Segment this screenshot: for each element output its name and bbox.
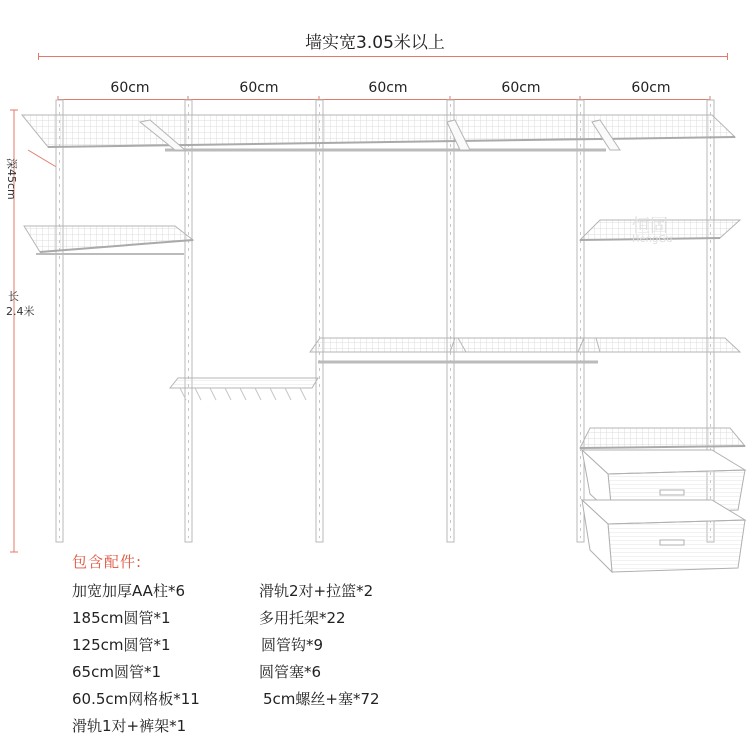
- section-width-label: 60cm: [239, 80, 279, 96]
- accessory-item: 滑轨2对+拉篮*2: [259, 582, 374, 600]
- wall-width-label: 墙实宽3.05米以上: [305, 33, 445, 53]
- accessory-item: 5cm螺丝+塞*72: [263, 690, 380, 708]
- left-wire-shelf: [24, 226, 193, 254]
- accessory-item: 加宽加厚AA柱*6: [72, 582, 185, 600]
- section-width-label: 60cm: [501, 80, 541, 96]
- depth-label: 深45cm: [5, 158, 18, 200]
- middle-wire-shelves: [310, 338, 740, 362]
- lower-wire-shelf: [580, 428, 745, 448]
- section-width-label: 60cm: [110, 80, 150, 96]
- height-label-bottom: 2.4米: [6, 305, 35, 318]
- accessory-item: 65cm圆管*1: [72, 663, 161, 681]
- accessory-item: 圆管钩*9: [261, 636, 324, 654]
- depth-dimension-line: [28, 150, 58, 168]
- accessory-item: 185cm圆管*1: [72, 609, 171, 627]
- accessory-item: 滑轨1对+裤架*1: [72, 717, 187, 735]
- pull-out-basket-lower: [582, 500, 745, 572]
- accessory-item: 60.5cm网格板*11: [72, 690, 200, 708]
- section-width-label: 60cm: [368, 80, 408, 96]
- brand-watermark-en: HengGu: [632, 234, 673, 245]
- accessories-title: 包含配件:: [72, 553, 143, 571]
- height-label-top: 长: [8, 290, 19, 303]
- brand-watermark: 恒固: [632, 216, 668, 237]
- accessory-item: 圆管塞*6: [259, 663, 322, 681]
- accessory-item: 125cm圆管*1: [72, 636, 171, 654]
- accessory-item: 多用托架*22: [259, 609, 346, 627]
- section-width-label: 60cm: [631, 80, 671, 96]
- top-wire-shelves: [22, 115, 735, 150]
